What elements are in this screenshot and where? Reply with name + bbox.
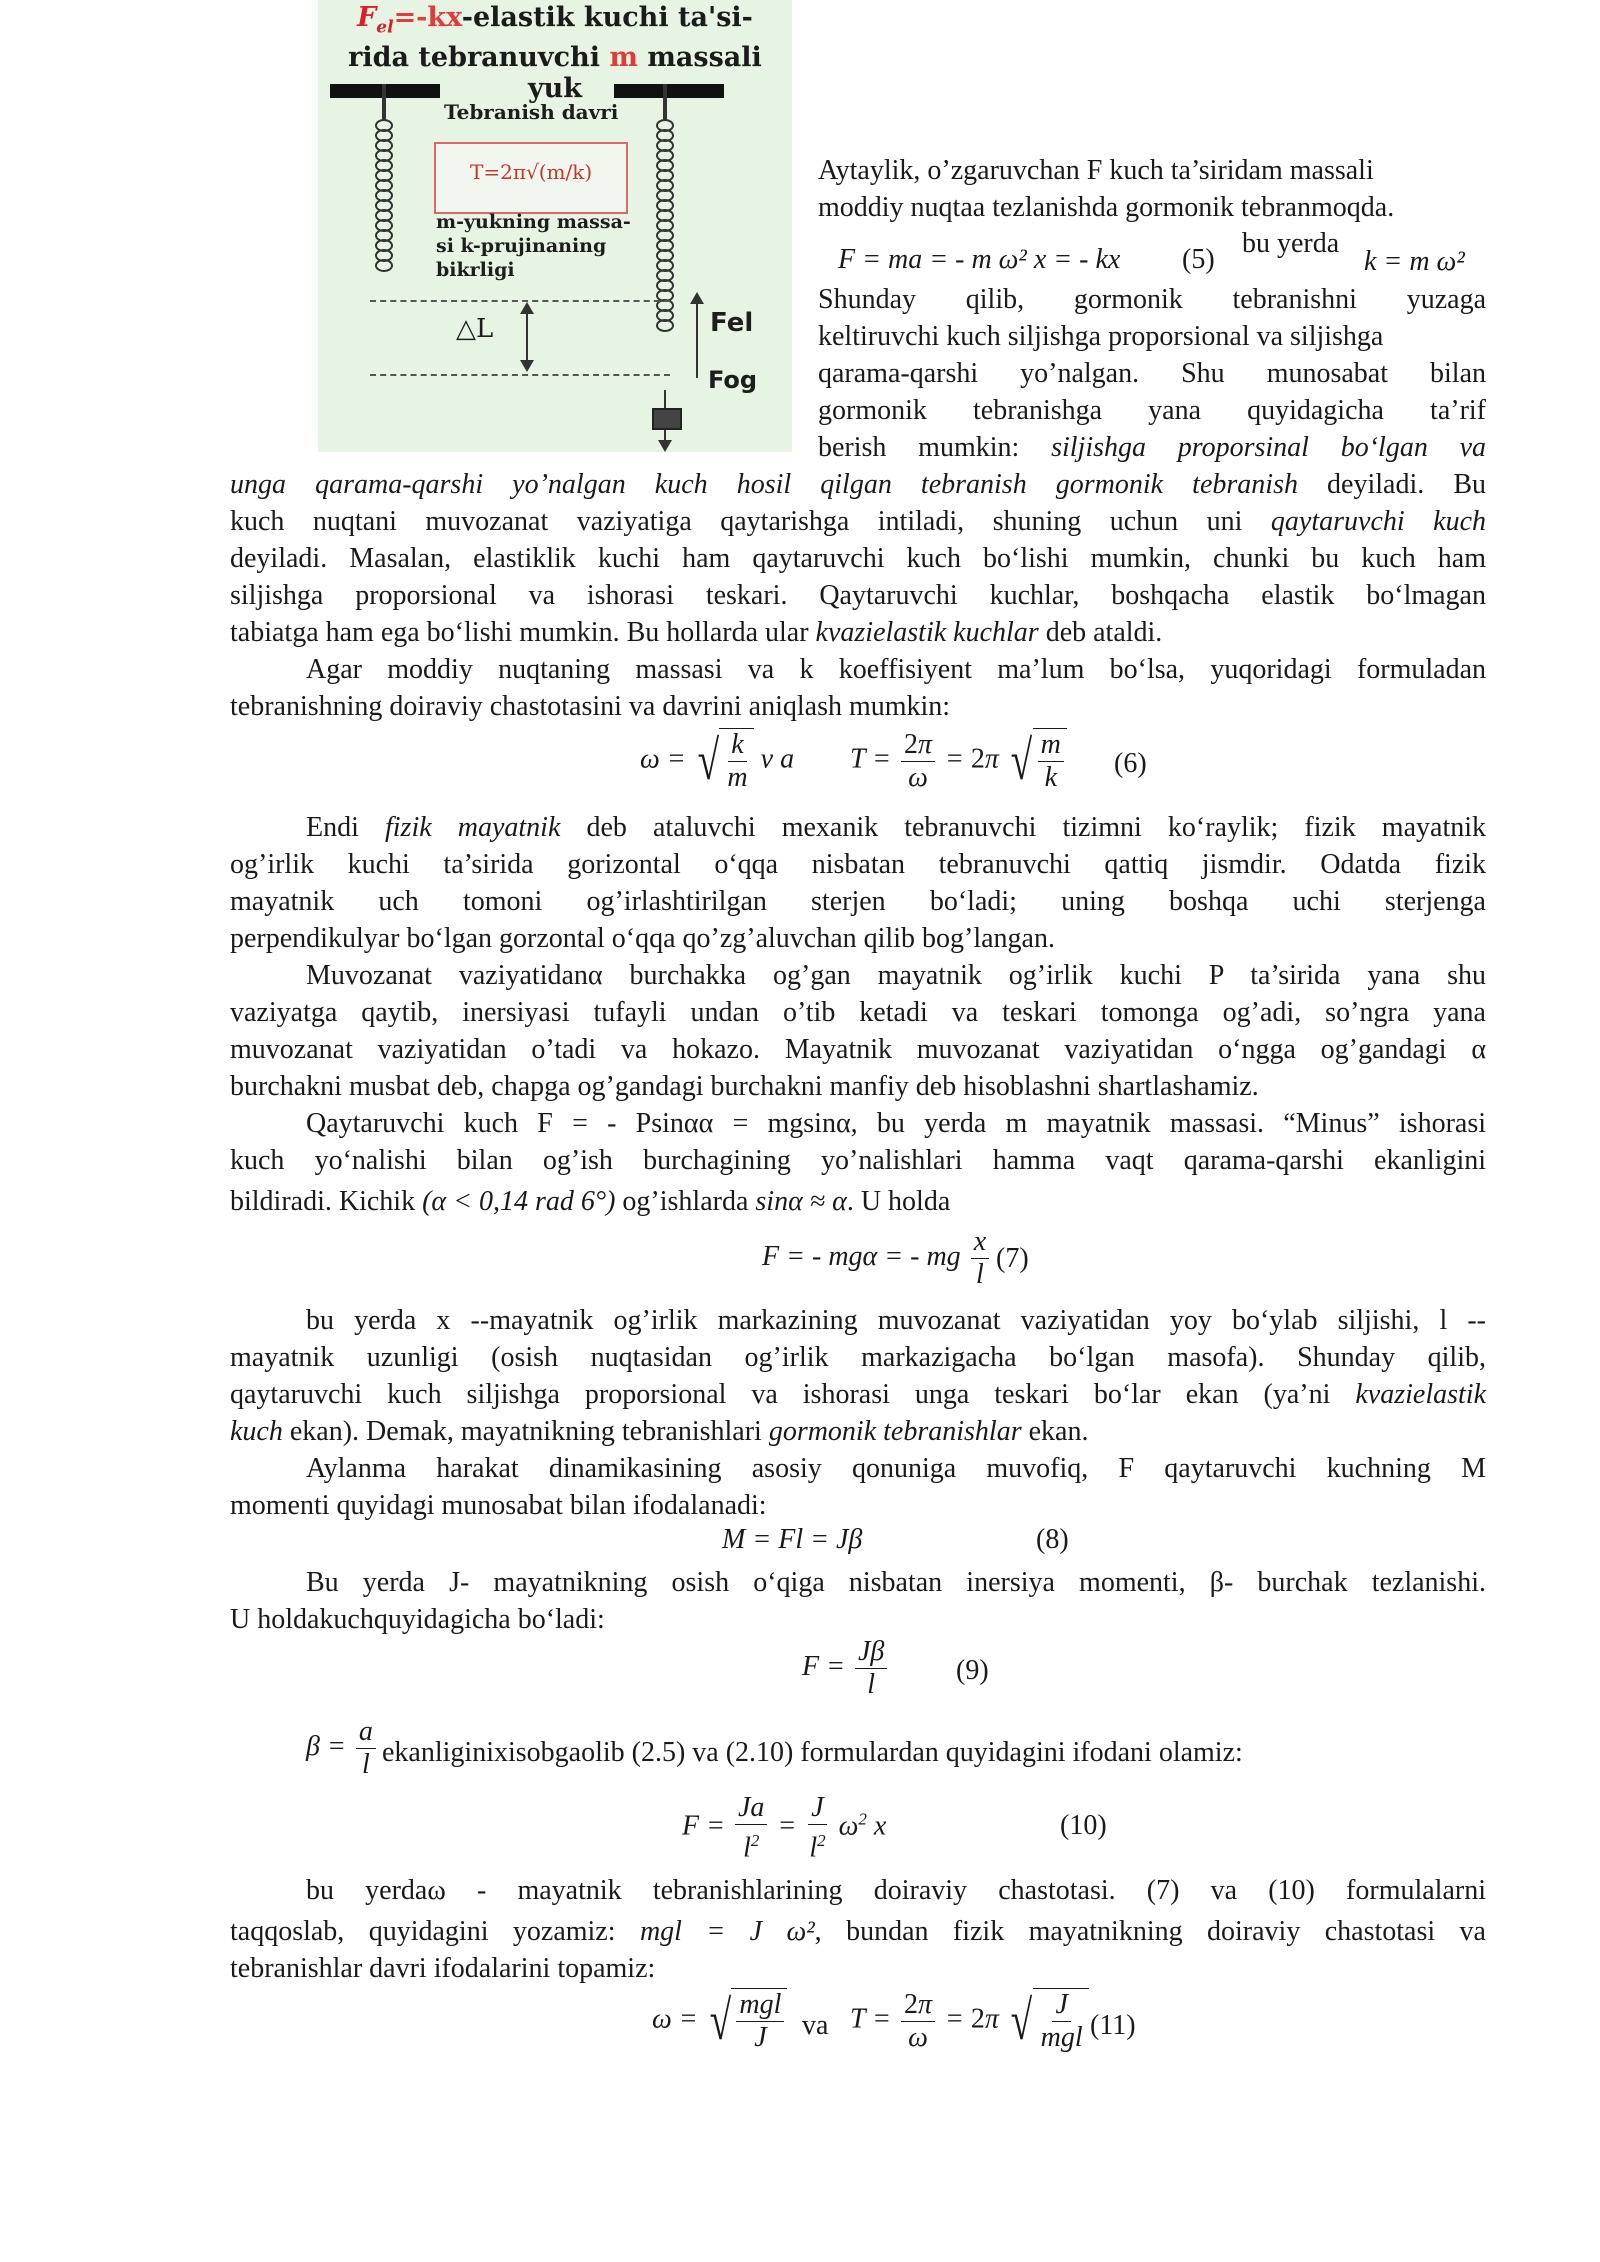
paragraph-10 — [230, 1872, 1486, 1987]
equation-11-va: va — [802, 2010, 829, 2041]
text-line: Aylanma harakat dinamikasining asosiy qonuniga muvofiq, F qaytaruvchi kuchning M — [306, 1453, 1486, 1484]
text-line: og’irlik kuchi ta’sirida gorizontal o‘qqa nisbatan tebranuvchi qattiq jismdir. Odatda fizik — [230, 849, 1486, 880]
equation-7: F = - mgα = - mg $\frac{x}{l}$ — [762, 1226, 992, 1291]
text-line: Qaytaruvchi kuch F = - Psinαα = mgsinα, bu yerda m mayatnik massasi. “Minus” ishorasi — [306, 1108, 1486, 1139]
text-line: mayatnik uzunligi (osish nuqtasidan og’irlik markazigacha bo‘lgan masofa). Shunday qilib, — [230, 1342, 1486, 1373]
beta-definition: β = $\frac{a}{l}$ — [306, 1716, 379, 1781]
equation-5-number: (5) — [1182, 244, 1215, 275]
text-line: ekanliginixisobgaolib (2.5) va (2.10) formulardan quyidagini ifodani olamiz: — [382, 1737, 1243, 1768]
fel-vector — [696, 298, 698, 378]
text-line: bildiradi. Kichik (α < 0,14 rad 6°) og’ishlarda sinα ≈ α. U holda — [230, 1186, 951, 1217]
equation-5-buyerda: bu yerda — [1242, 228, 1340, 259]
period-formula: T=2π√(m/k) — [470, 160, 593, 184]
text-line: perpendikulyar bo‘lgan gorzontal o‘qqa qo’zg’aluvchan qilib bog’langan. — [230, 923, 1055, 954]
f-el-label: Fel — [710, 308, 754, 338]
text-line: kuch nuqtani muvozanat vaziyatiga qaytarishga intiladi, shuning uchun uni qaytaruvchi kuch — [230, 506, 1486, 537]
text-line: vaziyatga qaytib, inersiyasi tufayli undan o’tib ketadi va teskari tomonga og’adi, so’ngra yana — [230, 997, 1486, 1028]
text-line: kuch ekan). Demak, mayatnikning tebranishlari gormonik tebranishlar ekan. — [230, 1416, 1089, 1447]
equation-11-omega: ω = √ $\frac{\text{mgl}}{J}$ — [652, 1988, 787, 2054]
right-hanger — [663, 84, 667, 120]
text-line: berish mumkin: siljishga proporsinal bo‘lgan va — [818, 432, 1487, 463]
equation-6-omega: ω = √ $\frac{k}{m}$ v a — [640, 729, 795, 793]
text-line: Bu yerda J- mayatnikning osish o‘qiga nisbatan inersiya momenti, β- burchak tezlanishi. — [306, 1567, 1486, 1598]
equation-11-period: T = $\frac{2\pi}{\omega}$ = 2π √ $\frac{J}{\text{mgl}}$ — [850, 1988, 1089, 2054]
equation-11-number: (11) — [1090, 2010, 1136, 2041]
displaced-line — [370, 374, 670, 376]
text-line: Agar moddiy nuqtaning massasi va k koeffisiyent ma’lum bo‘lsa, yuqoridagi formuladan — [306, 654, 1486, 685]
text-line: qaytaruvchi kuch siljishga proporsional va ishorasi unga teskari bo‘lar ekan (ya’ni kvazielastik — [230, 1379, 1486, 1410]
paragraph-3 — [230, 809, 1486, 957]
equation-10: F = $\frac{Ja}{l^2}$ = $\frac{J}{l^2}$ $\omega^2$ x — [682, 1792, 887, 1864]
text-line: siljishga proporsional va ishorasi teskari. Qaytaruvchi kuchlar, boshqacha elastik bo‘lmagan — [230, 580, 1486, 611]
left-hanger — [382, 84, 386, 120]
text-line: keltiruvchi kuch siljishga proporsional va siljishga — [818, 321, 1384, 352]
text-line: Shunday qilib, gormonik tebranishni yuzaga — [818, 284, 1486, 315]
figure-description: m-yukning massa- si k-prujinaning bikrligi — [436, 211, 631, 281]
text-line: tebranishning doiraviy chastotasini va davrini aniqlash mumkin: — [230, 691, 951, 722]
right-support-bar — [614, 84, 724, 98]
text-line: muvozanat vaziyatidan o’tadi va hokazo. Mayatnik muvozanat vaziyatidan o‘ngga og’gandagi α — [230, 1034, 1486, 1065]
period-label: Tebranish davri — [444, 100, 619, 124]
f-og-label: Fog — [708, 366, 758, 394]
text-line: tabiatga ham ega bo‘lishi mumkin. Bu hollarda ular kvazielastik kuchlar deb ataldi. — [230, 617, 1163, 648]
text-line: gormonik tebranishga yana quyidagicha ta’rif — [818, 395, 1486, 426]
left-spring — [375, 122, 393, 272]
equation-9: F = $\frac{J\beta}{l}$ — [802, 1636, 890, 1701]
paragraph-1-right — [818, 152, 1486, 226]
text-line: kuch yo‘nalishi bilan og’ish burchagining yo’nalishlari hamma vaqt qarama-qarshi ekanligini — [230, 1145, 1486, 1176]
text-line: Endi fizik mayatnik deb ataluvchi mexanik tebranuvchi tizimni ko‘raylik; fizik mayatnik — [306, 812, 1486, 843]
equation-9-number: (9) — [956, 1655, 989, 1686]
text-line: bu yerdaω - mayatnik tebranishlarining doiraviy chastotasi. (7) va (10) formulalarni — [306, 1875, 1486, 1906]
delta-l-arrow-top — [520, 302, 534, 314]
mass-block — [652, 408, 682, 430]
paragraph-2 — [230, 651, 1486, 725]
text-line: unga qarama-qarshi yo’nalgan kuch hosil qilgan tebranish gormonik tebranish deyiladi. Bu — [230, 469, 1487, 500]
text-line: qarama-qarshi yo’nalgan. Shu munosabat bilan — [818, 358, 1486, 389]
text-line: taqqoslab, quyidagini yozamiz: mgl = J ω², bundan fizik mayatnikning doiraviy chastotasi va — [230, 1916, 1486, 1947]
paragraph-5 — [230, 1105, 1486, 1220]
equation-5: F = ma = - m ω² x = - kx — [838, 244, 1121, 275]
equation-7-number: (7) — [996, 1243, 1029, 1274]
equation-6-period: T = $\frac{2\pi}{\omega}$ = 2π √ $\frac{m}{k}$ — [850, 728, 1067, 794]
figure-caption-line1: $F_{el}=-kx$-elastik kuchi ta'si- — [357, 2, 753, 38]
text-line: deyiladi. Masalan, elastiklik kuchi ham qaytaruvchi kuch bo‘lishi mumkin, chunki bu kuch ham — [230, 543, 1486, 574]
delta-l-arrow — [526, 306, 528, 368]
weight-arrowhead — [658, 440, 672, 452]
delta-l-arrow-bottom — [520, 360, 534, 372]
equation-8: M = Fl = Jβ — [722, 1524, 863, 1555]
paragraph-4 — [230, 957, 1486, 1105]
text-line: bu yerda x --mayatnik og’irlik markazining muvozanat vaziyatidan yoy bo‘ylab siljishi, l -- — [306, 1305, 1486, 1336]
equation-8-number: (8) — [1036, 1524, 1069, 1555]
paragraph-1-right-cont — [818, 281, 1486, 466]
paragraph-9 — [382, 1734, 1486, 1771]
paragraph-1-full — [230, 466, 1486, 651]
delta-l-label: △L — [456, 314, 494, 344]
text-line: mayatnik uch tomoni og’irlashtirilgan sterjen bo‘ladi; uning boshqa uchi sterjenga — [230, 886, 1486, 917]
text-line: moddiy nuqtaa tezlanishda gormonik tebranmoqda. — [818, 192, 1395, 223]
text-line: tebranishlar davri ifodalarini topamiz: — [230, 1953, 656, 1984]
equation-10-number: (10) — [1060, 1810, 1107, 1841]
equation-6-number: (6) — [1114, 748, 1147, 779]
paragraph-7 — [230, 1450, 1486, 1524]
text-line: momenti quyidagi munosabat bilan ifodalanadi: — [230, 1490, 767, 1521]
paragraph-8 — [230, 1564, 1486, 1638]
fel-arrowhead — [690, 292, 704, 304]
text-line: Aytaylik, o’zgaruvchan F kuch ta’siridam massali — [818, 155, 1374, 186]
paragraph-6 — [230, 1302, 1486, 1450]
text-line: U holdakuchquyidagicha bo‘ladi: — [230, 1604, 605, 1635]
text-line: burchakni musbat deb, chapga og’gandagi burchakni manfiy deb hisoblashni shartlashamiz. — [230, 1071, 1259, 1102]
equation-5-k: k = m ω² — [1364, 246, 1465, 277]
spring-oscillator-figure — [318, 0, 792, 452]
text-line: Muvozanat vaziyatidanα burchakka og’gan mayatnik og’irlik kuchi P ta’sirida yana shu — [306, 960, 1486, 991]
figure-caption-line2: rida tebranuvchi m massali yuk — [348, 42, 762, 104]
